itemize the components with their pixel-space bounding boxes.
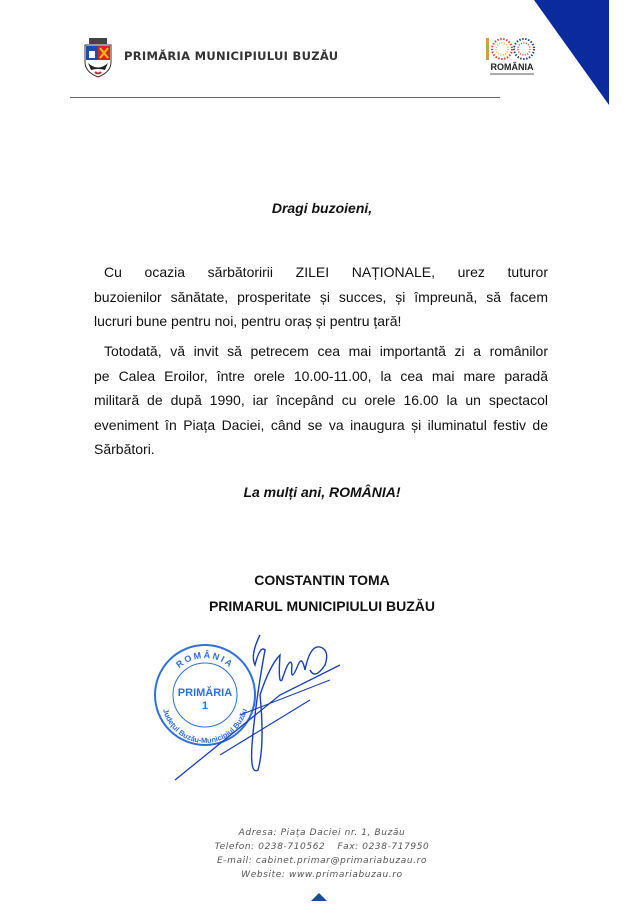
footer-phone: Telefon: 0238-710562: [214, 842, 326, 852]
paragraph-1: [94, 260, 548, 334]
handwritten-signature: [160, 625, 350, 785]
paragraph-2: [94, 339, 548, 462]
corner-accent-triangle: [464, 0, 644, 110]
paragraph-1-line: buzoienilor sănătate, prosperitate și succes, și împreună, să facem: [94, 288, 548, 305]
stamp-ring-text: Județul Buzău-Municipiul Buzău: [161, 707, 249, 746]
paragraph-2-line: pe Calea Eroilor, între orele 10.00-11.00, la cea mai mare paradă: [94, 367, 548, 384]
footer-triangle-icon: [311, 893, 327, 901]
footer-fax: Fax: 0238-717950: [337, 842, 430, 852]
signer-name: CONSTANTIN TOMA: [254, 572, 390, 588]
stamp-number: 1: [201, 700, 209, 712]
header-divider: [70, 97, 500, 98]
institution-name: PRIMĂRIA MUNICIPIULUI BUZĂU: [124, 49, 339, 63]
footer-contact: [0, 826, 644, 882]
closing-line: La mulți ani, ROMÂNIA!: [243, 484, 401, 500]
signer-title: PRIMARUL MUNICIPIULUI BUZĂU: [208, 598, 436, 614]
footer-phone-fax: [0, 840, 644, 854]
paragraph-2-line: Totodată, vă invit să petrecem cea mai importantă zi a românilor: [104, 343, 548, 359]
paragraph-1-line: lucruri bune pentru noi, pentru oraș și pentru țară!: [94, 313, 402, 329]
footer-website: Website: www.primariabuzau.ro: [241, 870, 403, 880]
stamp-center-text: PRIMĂRIA: [177, 687, 233, 699]
paragraph-2-line: Sărbători.: [94, 441, 155, 457]
paragraph-1-line: Cu ocazia sărbătoririi ZILEI NAȚIONALE, urez tuturor: [104, 264, 548, 280]
footer-address: Adresa: Piața Daciei nr. 1, Buzău: [238, 828, 406, 838]
city-coat-of-arms-icon: [83, 38, 113, 78]
logo-text: ROMÂNIA: [490, 62, 534, 72]
stamp-top-text: ROMÂNIA: [174, 649, 236, 670]
letter-greeting: Dragi buzoieni,: [271, 200, 373, 216]
paragraph-2-line: militară de după 1990, iar începând cu orele 16.00 la un spectacol: [94, 392, 548, 408]
footer-email: E-mail: cabinet.primar@primariabuzau.ro: [216, 856, 428, 866]
paragraph-2-line: eveniment în Piața Daciei, când se va inaugura și iluminatul festiv de: [94, 416, 548, 433]
